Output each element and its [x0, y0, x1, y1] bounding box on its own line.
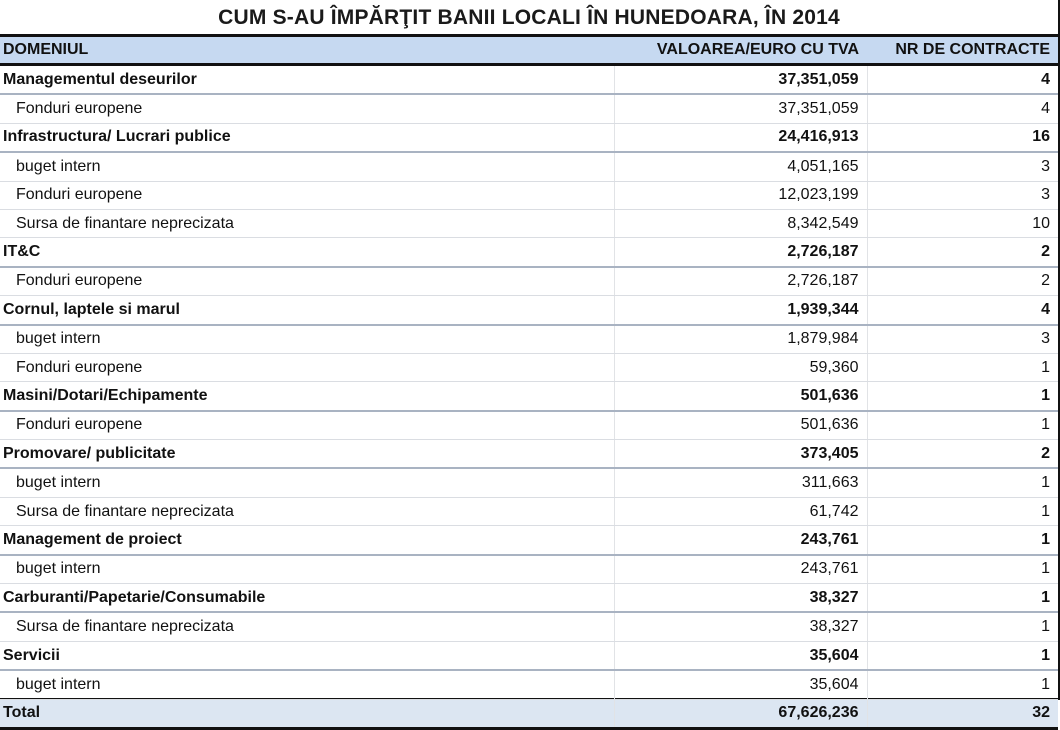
value-cell[interactable]: 8,342,549: [614, 209, 867, 237]
category-name-cell[interactable]: Carburanti/Papetarie/Consumabile: [0, 584, 614, 613]
value-cell[interactable]: 59,360: [614, 353, 867, 381]
funding-source-cell[interactable]: Fonduri europene: [0, 353, 614, 381]
contracts-cell[interactable]: 1: [867, 468, 1058, 497]
category-name-cell[interactable]: Infrastructura/ Lucrari publice: [0, 123, 614, 152]
value-cell[interactable]: 1,939,344: [614, 296, 867, 325]
contracts-cell[interactable]: 4: [867, 296, 1058, 325]
category-row: [0, 123, 1058, 152]
category-name-cell[interactable]: IT&C: [0, 238, 614, 267]
table-body: [0, 65, 1058, 700]
contracts-cell[interactable]: 4: [867, 65, 1058, 95]
contracts-cell[interactable]: 1: [867, 382, 1058, 411]
category-row: [0, 641, 1058, 670]
value-cell[interactable]: 2,726,187: [614, 267, 867, 296]
value-cell[interactable]: 37,351,059: [614, 94, 867, 123]
total-row: [0, 699, 1058, 728]
value-cell[interactable]: 35,604: [614, 641, 867, 670]
funding-source-row: [0, 152, 1058, 181]
value-cell[interactable]: 243,761: [614, 526, 867, 555]
contracts-cell[interactable]: 2: [867, 238, 1058, 267]
category-row: [0, 382, 1058, 411]
contracts-cell[interactable]: 3: [867, 152, 1058, 181]
contracts-cell[interactable]: 16: [867, 123, 1058, 152]
category-row: [0, 440, 1058, 469]
header-value[interactable]: VALOAREA/EURO CU TVA: [614, 37, 867, 65]
contracts-cell[interactable]: 3: [867, 181, 1058, 209]
contracts-cell[interactable]: 1: [867, 612, 1058, 641]
value-cell[interactable]: 61,742: [614, 497, 867, 525]
category-name-cell[interactable]: Promovare/ publicitate: [0, 440, 614, 469]
value-cell[interactable]: 35,604: [614, 670, 867, 699]
value-cell[interactable]: 38,327: [614, 612, 867, 641]
total-label[interactable]: Total: [0, 699, 614, 728]
contracts-cell[interactable]: 1: [867, 497, 1058, 525]
category-name-cell[interactable]: Managementul deseurilor: [0, 65, 614, 95]
budget-table: [0, 37, 1058, 730]
contracts-cell[interactable]: 1: [867, 584, 1058, 613]
category-name-cell[interactable]: Management de proiect: [0, 526, 614, 555]
contracts-cell[interactable]: 1: [867, 526, 1058, 555]
contracts-cell[interactable]: 4: [867, 94, 1058, 123]
funding-source-row: [0, 670, 1058, 699]
value-cell[interactable]: 4,051,165: [614, 152, 867, 181]
funding-source-row: [0, 181, 1058, 209]
category-row: [0, 65, 1058, 95]
contracts-cell[interactable]: 1: [867, 670, 1058, 699]
contracts-cell[interactable]: 1: [867, 411, 1058, 440]
funding-source-cell[interactable]: Sursa de finantare neprecizata: [0, 209, 614, 237]
contracts-cell[interactable]: 1: [867, 353, 1058, 381]
funding-source-row: [0, 555, 1058, 584]
funding-source-row: [0, 612, 1058, 641]
funding-source-cell[interactable]: Fonduri europene: [0, 267, 614, 296]
funding-source-cell[interactable]: buget intern: [0, 670, 614, 699]
contracts-cell[interactable]: 1: [867, 555, 1058, 584]
funding-source-cell[interactable]: buget intern: [0, 152, 614, 181]
funding-source-row: [0, 209, 1058, 237]
category-row: [0, 584, 1058, 613]
funding-source-cell[interactable]: buget intern: [0, 555, 614, 584]
value-cell[interactable]: 24,416,913: [614, 123, 867, 152]
funding-source-row: [0, 411, 1058, 440]
funding-source-row: [0, 325, 1058, 354]
total-value[interactable]: 67,626,236: [614, 699, 867, 728]
contracts-cell[interactable]: 10: [867, 209, 1058, 237]
value-cell[interactable]: 12,023,199: [614, 181, 867, 209]
contracts-cell[interactable]: 2: [867, 267, 1058, 296]
value-cell[interactable]: 373,405: [614, 440, 867, 469]
value-cell[interactable]: 501,636: [614, 411, 867, 440]
funding-source-cell[interactable]: Fonduri europene: [0, 181, 614, 209]
category-row: [0, 296, 1058, 325]
category-name-cell[interactable]: Servicii: [0, 641, 614, 670]
funding-source-cell[interactable]: buget intern: [0, 468, 614, 497]
contracts-cell[interactable]: 2: [867, 440, 1058, 469]
total-contracts[interactable]: 32: [867, 699, 1058, 728]
funding-source-row: [0, 267, 1058, 296]
table-title: CUM S-AU ÎMPĂRŢIT BANII LOCALI ÎN HUNEDOARA, ÎN 2014: [0, 0, 1058, 37]
value-cell[interactable]: 501,636: [614, 382, 867, 411]
funding-source-cell[interactable]: Sursa de finantare neprecizata: [0, 497, 614, 525]
contracts-cell[interactable]: 3: [867, 325, 1058, 354]
category-name-cell[interactable]: Cornul, laptele si marul: [0, 296, 614, 325]
funding-source-row: [0, 94, 1058, 123]
value-cell[interactable]: 1,879,984: [614, 325, 867, 354]
funding-source-cell[interactable]: Fonduri europene: [0, 411, 614, 440]
category-row: [0, 238, 1058, 267]
value-cell[interactable]: 38,327: [614, 584, 867, 613]
category-row: [0, 526, 1058, 555]
value-cell[interactable]: 2,726,187: [614, 238, 867, 267]
value-cell[interactable]: 37,351,059: [614, 65, 867, 95]
funding-source-cell[interactable]: buget intern: [0, 325, 614, 354]
header-contracts[interactable]: NR DE CONTRACTE: [867, 37, 1058, 65]
value-cell[interactable]: 311,663: [614, 468, 867, 497]
funding-source-row: [0, 353, 1058, 381]
value-cell[interactable]: 243,761: [614, 555, 867, 584]
funding-source-row: [0, 497, 1058, 525]
header-domain[interactable]: DOMENIUL: [0, 37, 614, 65]
funding-source-cell[interactable]: Sursa de finantare neprecizata: [0, 612, 614, 641]
funding-source-row: [0, 468, 1058, 497]
header-row: [0, 37, 1058, 65]
category-name-cell[interactable]: Masini/Dotari/Echipamente: [0, 382, 614, 411]
funding-source-cell[interactable]: Fonduri europene: [0, 94, 614, 123]
contracts-cell[interactable]: 1: [867, 641, 1058, 670]
